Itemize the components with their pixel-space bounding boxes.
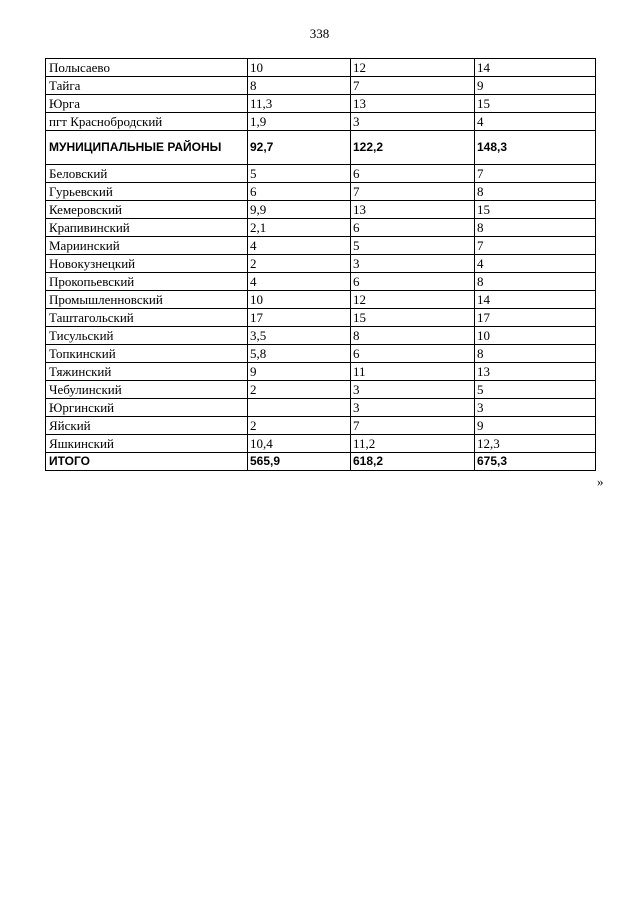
value-cell-1: 5 [248, 165, 351, 183]
value-cell-1: 2 [248, 381, 351, 399]
table-row [46, 113, 596, 131]
value-cell-1: 4 [248, 237, 351, 255]
value-cell-1: 92,7 [248, 131, 351, 165]
total-row [46, 453, 596, 471]
table-row [46, 291, 596, 309]
table-row [46, 309, 596, 327]
row-name-cell: Юргинский [46, 399, 248, 417]
value-cell-1: 10 [248, 291, 351, 309]
value-cell-2: 6 [351, 273, 475, 291]
value-cell-2: 3 [351, 255, 475, 273]
value-cell-1: 17 [248, 309, 351, 327]
total-label-cell: ИТОГО [46, 453, 248, 471]
value-cell-1: 11,3 [248, 95, 351, 113]
row-name-cell: Прокопьевский [46, 273, 248, 291]
value-cell-3: 4 [475, 255, 596, 273]
row-name-cell: Полысаево [46, 59, 248, 77]
value-cell-1: 565,9 [248, 453, 351, 471]
value-cell-1: 10,4 [248, 435, 351, 453]
value-cell-3: 14 [475, 291, 596, 309]
section-title-cell: МУНИЦИПАЛЬНЫЕ РАЙОНЫ [46, 131, 248, 165]
row-name-cell: Тисульский [46, 327, 248, 345]
value-cell-3: 15 [475, 201, 596, 219]
data-table [45, 58, 596, 471]
value-cell-1: 8 [248, 77, 351, 95]
value-cell-2: 3 [351, 381, 475, 399]
table-row [46, 183, 596, 201]
value-cell-2: 3 [351, 399, 475, 417]
value-cell-2: 3 [351, 113, 475, 131]
value-cell-3: 7 [475, 237, 596, 255]
table-row [46, 435, 596, 453]
table-row [46, 417, 596, 435]
value-cell-3: 13 [475, 363, 596, 381]
value-cell-3: 7 [475, 165, 596, 183]
value-cell-3: 8 [475, 219, 596, 237]
value-cell-1: 9,9 [248, 201, 351, 219]
value-cell-1: 5,8 [248, 345, 351, 363]
value-cell-1: 2 [248, 417, 351, 435]
value-cell-1: 2 [248, 255, 351, 273]
value-cell-2: 11 [351, 363, 475, 381]
value-cell-2: 8 [351, 327, 475, 345]
value-cell-3: 8 [475, 273, 596, 291]
value-cell-2: 5 [351, 237, 475, 255]
row-name-cell: Яшкинский [46, 435, 248, 453]
row-name-cell: Промышленновский [46, 291, 248, 309]
table-row [46, 165, 596, 183]
value-cell-2: 13 [351, 95, 475, 113]
row-name-cell: Яйский [46, 417, 248, 435]
table-row [46, 381, 596, 399]
value-cell-1: 6 [248, 183, 351, 201]
value-cell-1: 4 [248, 273, 351, 291]
table-row [46, 327, 596, 345]
value-cell-2: 122,2 [351, 131, 475, 165]
row-name-cell: Чебулинский [46, 381, 248, 399]
value-cell-2: 13 [351, 201, 475, 219]
value-cell-2: 11,2 [351, 435, 475, 453]
row-name-cell: Новокузнецкий [46, 255, 248, 273]
value-cell-3: 3 [475, 399, 596, 417]
value-cell-3: 17 [475, 309, 596, 327]
value-cell-1: 3,5 [248, 327, 351, 345]
table-row [46, 255, 596, 273]
row-name-cell: Тайга [46, 77, 248, 95]
row-name-cell: Кемеровский [46, 201, 248, 219]
value-cell-3: 675,3 [475, 453, 596, 471]
value-cell-3: 15 [475, 95, 596, 113]
table-row [46, 59, 596, 77]
value-cell-1: 2,1 [248, 219, 351, 237]
row-name-cell: Таштагольский [46, 309, 248, 327]
value-cell-1: 1,9 [248, 113, 351, 131]
value-cell-2: 7 [351, 417, 475, 435]
table-row [46, 363, 596, 381]
value-cell-2: 12 [351, 59, 475, 77]
value-cell-1 [248, 399, 351, 417]
table-row [46, 345, 596, 363]
table-row [46, 219, 596, 237]
row-name-cell: Юрга [46, 95, 248, 113]
row-name-cell: Топкинский [46, 345, 248, 363]
value-cell-3: 8 [475, 345, 596, 363]
row-name-cell: Тяжинский [46, 363, 248, 381]
table-row [46, 77, 596, 95]
row-name-cell: пгт Краснобродский [46, 113, 248, 131]
value-cell-3: 12,3 [475, 435, 596, 453]
page-number: 338 [309, 26, 330, 41]
row-name-cell: Беловский [46, 165, 248, 183]
value-cell-1: 9 [248, 363, 351, 381]
table-row [46, 201, 596, 219]
value-cell-2: 6 [351, 165, 475, 183]
value-cell-3: 8 [475, 183, 596, 201]
value-cell-2: 7 [351, 77, 475, 95]
row-name-cell: Крапивинский [46, 219, 248, 237]
value-cell-3: 5 [475, 381, 596, 399]
value-cell-2: 618,2 [351, 453, 475, 471]
table-row [46, 273, 596, 291]
value-cell-2: 12 [351, 291, 475, 309]
value-cell-2: 6 [351, 219, 475, 237]
table-row [46, 95, 596, 113]
value-cell-3: 14 [475, 59, 596, 77]
value-cell-3: 9 [475, 77, 596, 95]
value-cell-2: 15 [351, 309, 475, 327]
value-cell-2: 6 [351, 345, 475, 363]
row-name-cell: Гурьевский [46, 183, 248, 201]
table-row [46, 399, 596, 417]
value-cell-3: 10 [475, 327, 596, 345]
table-row [46, 237, 596, 255]
value-cell-3: 148,3 [475, 131, 596, 165]
row-name-cell: Мариинский [46, 237, 248, 255]
value-cell-3: 9 [475, 417, 596, 435]
closing-quote: » [597, 474, 604, 489]
section-header-row [46, 131, 596, 165]
value-cell-3: 4 [475, 113, 596, 131]
value-cell-1: 10 [248, 59, 351, 77]
value-cell-2: 7 [351, 183, 475, 201]
